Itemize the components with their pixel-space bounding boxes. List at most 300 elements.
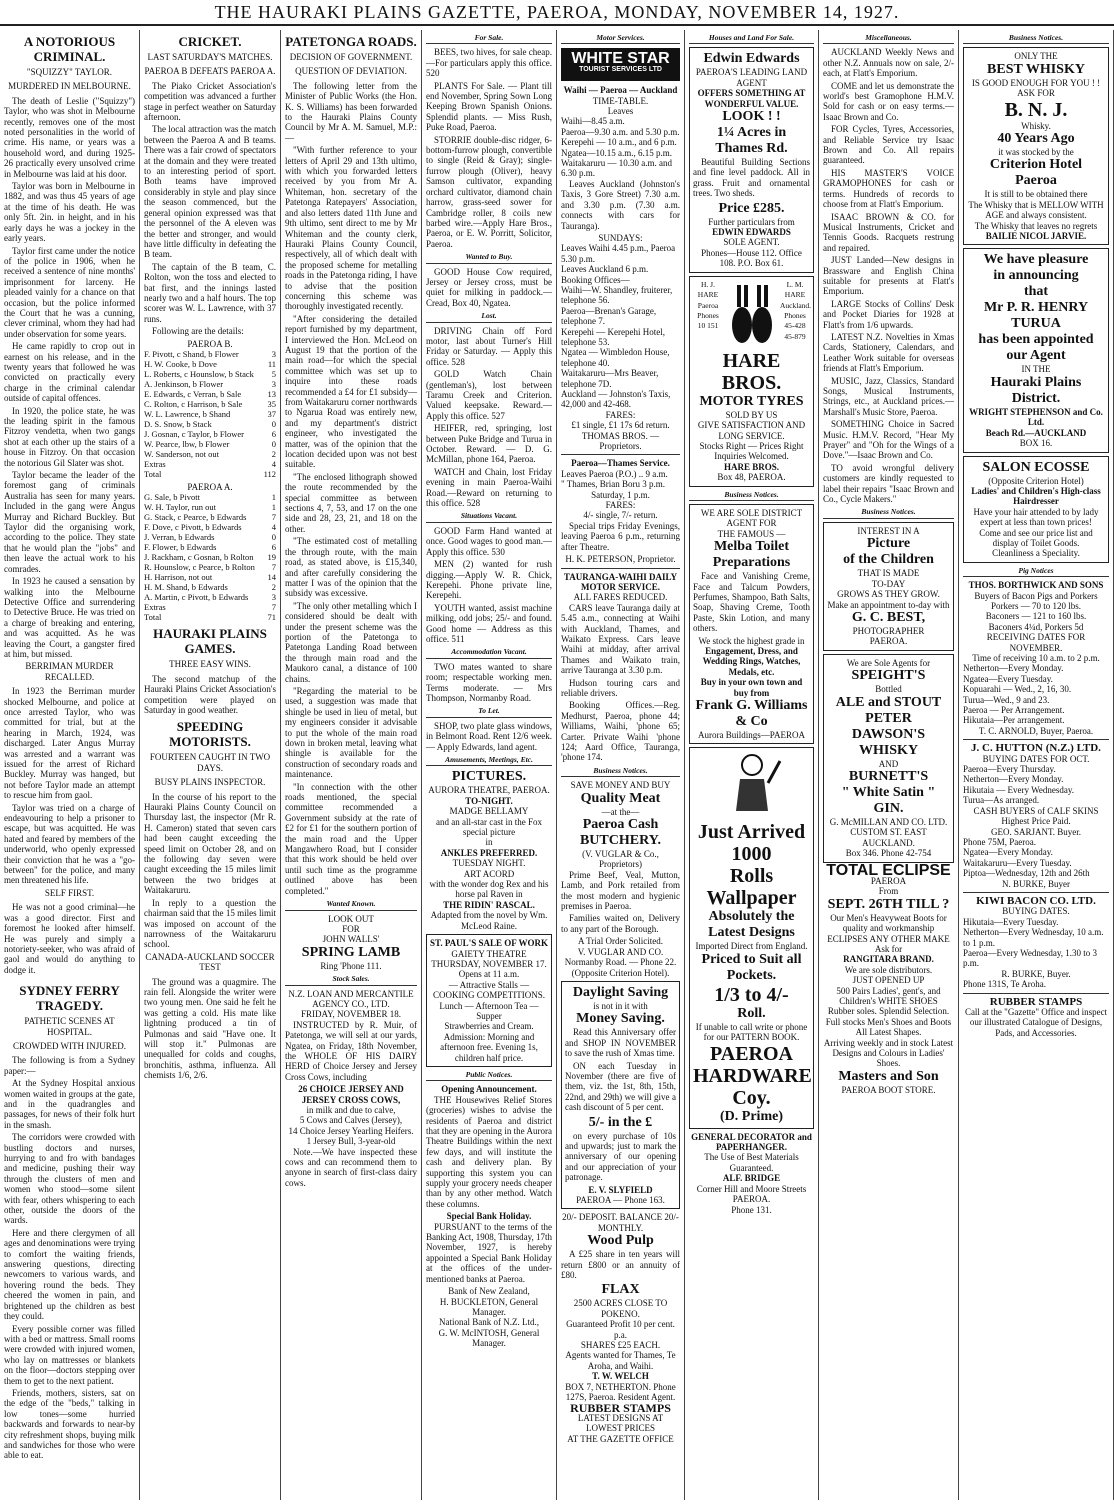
hare-line: Box 48, PAEROA. xyxy=(717,472,786,483)
photo-line: GROWS AS THEY GROW. xyxy=(837,589,940,600)
batsman-name: W. L. Lawrence, b Shand xyxy=(144,408,231,419)
pictures-line: AURORA THEATRE, PAEROA. xyxy=(428,785,550,796)
hutton-heading: J. C. HUTTON (N.Z.) LTD. xyxy=(971,742,1101,755)
score-row xyxy=(144,492,276,502)
subhead: PAEROA B DEFEATS PAEROA A. xyxy=(144,66,276,77)
speights-line: WHISKY xyxy=(858,742,919,758)
masthead: THE HAURAKI PLAINS GAZETTE, PAEROA, MONDAY, NOVEMBER 14, 1927. xyxy=(0,0,1114,26)
walls-line: FOR xyxy=(342,923,360,934)
batsman-name: G. Sale, b Pivott xyxy=(144,492,200,503)
service-text: CARS leave Tauranga daily at 5.45 a.m., connecting at Waihi with Auckland, Thames, and Waikato Express. Cars leave Waihi at midday, after arrival Thames and Waikato train, arrive Tauranga at 3.30 p.m. xyxy=(561,602,680,676)
section-label: Lost. xyxy=(426,311,552,322)
wallpaper-line: If unable to call write or phone for our PATTERN BOOK. xyxy=(695,1021,808,1043)
hare-line: MOTOR TYRES xyxy=(699,393,804,409)
batsman-runs: 6 xyxy=(271,542,276,553)
hare-line: SOLD BY US xyxy=(725,409,778,420)
ws-line: WRIGHT STEPHENSON and Co. Ltd. xyxy=(969,406,1103,428)
rubber-stamps-heading: RUBBER STAMPS xyxy=(570,1400,671,1415)
speights-line: ALE and STOUT xyxy=(835,694,942,710)
batsman-name: G. Stack, c Pearce, b Edwards xyxy=(144,512,247,523)
timetable-line: Auckland — Johnston's Taxis, 42,000 and 42-468. xyxy=(561,389,671,410)
article-paragraph: The Piako Cricket Association's competition was advanced a further stage in perfect weather on Saturday afternoon. xyxy=(144,80,276,123)
timetable-line: Leaves Auckland 6 p.m. xyxy=(561,264,649,275)
walls-line: LOOK OUT xyxy=(328,913,374,924)
games-headline: HAURAKI PLAINS GAMES. xyxy=(153,626,267,657)
williams-line: Buy in your own town and buy from xyxy=(700,677,803,698)
eclipse-line: SEPT. 26TH TILL ? xyxy=(827,896,950,912)
borthwick-line: T. C. ARNOLD, Buyer, Paeroa. xyxy=(978,725,1094,736)
scorecard-b xyxy=(144,349,276,479)
walls-ad xyxy=(285,914,417,972)
photo-line: Make an appointment to-day with xyxy=(827,599,950,610)
whisky-line: B. N. J. xyxy=(1004,98,1068,121)
borthwick-line: Porkers — 70 to 120 lbs. xyxy=(991,600,1081,611)
batsman-runs: 4 xyxy=(271,522,276,533)
butchery-line: —at the— xyxy=(601,806,640,817)
classified-ad: MEN (2) wanted for rush digging.—Apply W. R. Chick, Kerepehi. Phone private line, Kerepehi. xyxy=(426,559,552,601)
service-line: Saturday, 1 p.m. xyxy=(591,489,650,500)
eclipse-line: Masters and Son xyxy=(838,1068,939,1084)
butchery-ad xyxy=(561,780,680,870)
whisky-line: Whisky. xyxy=(1021,120,1051,131)
walls-line: JOHN WALLS' xyxy=(322,934,380,945)
score-row xyxy=(144,572,276,582)
timetable-line: Booking Offices— xyxy=(561,274,630,285)
classified-ad: STORRIE double-disc ridger, 6-bottom-furrow plough, convertible to single (Reid & Gray); single-furrow plough (Oliver), heavy Samson cultivator, expanding orchard cultivator, diamond chain harrow, grass-seed sower for Cambridge roller, 8 coils new barbed wire.—Apply Hare Bros., Paeroa, or E. W. Porritt, Solicitor, Paeroa. xyxy=(426,134,552,249)
ws-line: IN THE xyxy=(1021,364,1051,375)
batsman-runs: 5 xyxy=(271,368,276,379)
article-paragraph: Following are the details: xyxy=(152,326,244,337)
ds-line: 5/- in the £ xyxy=(588,1114,653,1130)
salon-line: (Opposite Criterion Hotel) xyxy=(988,475,1084,486)
timetable-line: THOMAS BROS. — Proprietors. xyxy=(581,430,660,452)
decorator-line: ALF. BRIDGE xyxy=(722,1173,781,1184)
pictures-ad xyxy=(426,769,552,931)
batsman-runs: 0 xyxy=(271,418,276,429)
speights-line: DAWSON'S xyxy=(851,726,926,742)
batsman-runs: 112 xyxy=(263,468,276,479)
butchery-text: Prime Beef, Veal, Mutton, Lamb, and Pork retailed from the most modern and hygienic premises in Paeroa. xyxy=(561,869,680,912)
batsman-name: W. Pearce, lbw, b Flower xyxy=(144,438,230,449)
service-text: Booking Offices.—Reg. Medhurst, Paeroa, phone 44; Williams, Waihi, 'phone 65; Carter. Private Waihi 'phone 124; Aard Office, Tauranga, 'phone 174. xyxy=(561,700,680,763)
stock-sale-line: 26 CHOICE JERSEY AND JERSEY CROSS COWS, xyxy=(298,1084,404,1105)
edwards-line: LOOK ! ! xyxy=(722,109,781,125)
ferry-headline: SYDNEY FERRY TRAGEDY. xyxy=(19,983,120,1014)
score-row xyxy=(144,552,276,562)
hutton-line: Hikutaia — Every Wednesday. xyxy=(963,784,1074,795)
classified-ad: BEES, two hives, for sale cheap. —For particulars apply this office. 520 xyxy=(426,47,552,79)
white-star-name: WHITE STAR xyxy=(571,50,670,68)
scorecard-a xyxy=(144,492,276,622)
batsman-runs: 4 xyxy=(271,458,276,469)
butchery-text: Families waited on, Delivery to any part of the Borough. xyxy=(561,913,680,934)
batsman-runs: 14 xyxy=(267,572,276,583)
subhead: BUSY PLAINS INSPECTOR. xyxy=(154,777,266,788)
kiwi-line: R. BURKE, Buyer. xyxy=(1001,968,1071,979)
batsman-name: F. Pivott, c Shand, b Flower xyxy=(144,348,239,359)
article-paragraph: Taylor was born in Melbourne in 1882, and was thus 45 years of age at the time of his death. He was only 5ft. 2in. in height, and in his early days he was a jockey in the early years. xyxy=(4,181,135,244)
timetable-line: £1 single, £1 17s 6d return. xyxy=(571,420,670,431)
speights-line: CUSTOM ST. EAST xyxy=(850,827,927,838)
borthwick-line: Buyers of Bacon Pigs and Porkers xyxy=(974,590,1098,601)
misc-ad: LARGE Stocks of Collins' Desk and Pocket Diaries for 1928 at Flatt's from 1/6 upwards. xyxy=(823,298,954,330)
batsman-runs: 7 xyxy=(271,602,276,613)
stock-sale-line: 5 Cows and Calves (Jersey), xyxy=(299,1115,403,1126)
timetable-line: Waihi—W. Shandley, fruiterer, telephone 56. xyxy=(561,284,673,306)
patetonga-headline: PATETONGA ROADS. xyxy=(285,34,417,49)
salon-line: Cleanliness a Speciality. xyxy=(992,548,1080,559)
butchery-line: SAVE MONEY AND BUY xyxy=(570,780,671,791)
edwards-line: EDWIN EDWARDS xyxy=(712,227,791,238)
classified-ad: GOOD House Cow required, Jersey or Jersey cross, must be quiet for milking in paddock.—Cread, Box 40, Ngatea. xyxy=(426,266,552,308)
subhead: PATHETIC SCENES AT HOSPITAL. xyxy=(24,1016,115,1037)
sale-line: Admission: Morning and afternoon free. Evening 1s, children half price. xyxy=(440,1031,538,1063)
rubber-stamps-line: LATEST DESIGNS AT LOWEST PRICES xyxy=(577,1412,664,1434)
score-row xyxy=(144,542,276,552)
score-row xyxy=(144,592,276,602)
article-paragraph: He came rapidly to crop out in earnest on his release, and in the twenty years that followed he was convicted on practically every charge in the criminal calendar outside of capital offences. xyxy=(4,341,135,404)
walls-line: SPRING LAMB xyxy=(301,944,401,960)
ds-line: Daylight Saving xyxy=(572,984,669,1000)
borthwick-line: Hikutaia—Per arrangement. xyxy=(963,715,1065,726)
batsman-name: A. Martin, c Pivott, b Edwards xyxy=(144,592,249,603)
borthwick-line: RECEIVING DATES FOR NOVEMBER. xyxy=(986,632,1086,653)
williams-line: WE ARE SOLE DISTRICT AGENT FOR xyxy=(700,507,803,529)
woodpulp-line: FLAX xyxy=(601,1282,640,1298)
batsman-runs: 19 xyxy=(267,552,276,563)
ws-line: in announcing xyxy=(993,268,1079,284)
score-row xyxy=(144,349,276,359)
timetable-line: Ngatea—10.15 a.m., 6.15 p.m. xyxy=(561,147,672,158)
misc-ad: COME and let us demonstrate the world's best Gramophone H.M.V. Sold for cash or on easy terms.—Isaac Brown and Co. xyxy=(823,80,954,122)
rubber-stamps-line: Call at the "Gazette" Office and inspect our illustrated Catalogue of Designs, Pads, and Accessories. xyxy=(964,1007,1108,1038)
photo-line: G. C. BEST, xyxy=(851,609,926,625)
batsman-name: W. Sanderson, not out xyxy=(144,448,220,459)
borthwick-line: Kopuarahi — Wed., 2, 16, 30. xyxy=(963,684,1072,695)
article-paragraph: Taylor was tried on a charge of endeavouring to help a prisoner to escape, but was acquitted. He was hated and feared by members of the underworld, who openly expressed their conviction that he was a "go-between" for the police, and many men threatened his life. xyxy=(4,802,135,886)
column-6 xyxy=(685,30,819,1500)
section-label: Motor Services. xyxy=(561,33,680,44)
ds-line: Money Saving. xyxy=(576,1011,665,1027)
batsman-runs: 11 xyxy=(267,358,276,369)
hutton-line: GEO. SARJANT. Buyer. xyxy=(990,826,1082,837)
tauranga-heading: TAURANGA-WAIHI DAILY MOTOR SERVICE. xyxy=(563,571,678,592)
classified-ad: WATCH and Chain, lost Friday evening in main Paeroa-Waihi Road.—Reward on returning to this office. 528 xyxy=(426,466,552,509)
subhead: SELF FIRST. xyxy=(44,887,95,898)
motorists-headline: SPEEDING MOTORISTS. xyxy=(169,719,251,750)
misc-ad: TO avoid wrongful delivery customers are kindly requested to label their repairs "Isaac Brown and Co., Cycle Makers." xyxy=(823,462,954,505)
bank-line: G. W. McINTOSH, General Manager. xyxy=(438,1327,540,1349)
whisky-line: The Whisky that is MELLOW WITH AGE and always consistent. xyxy=(968,199,1104,221)
edwards-line: SOLE AGENT. xyxy=(723,237,780,248)
batsman-name: A. Jenkinson, b Flower xyxy=(144,378,224,389)
hutton-line: Highest Price Paid. xyxy=(1001,816,1071,827)
wallpaper-line: PAEROA xyxy=(710,1042,793,1065)
score-row xyxy=(144,532,276,542)
wallpaper-line: Imported Direct from England. xyxy=(695,941,808,952)
score-row xyxy=(144,439,276,449)
williams-line: Melba Toilet Preparations xyxy=(712,539,791,571)
bnj-whisky-ad xyxy=(963,47,1109,245)
cricket-headline: CRICKET. xyxy=(178,34,242,49)
hare-brand: HARE BROS. xyxy=(721,349,782,394)
article-paragraph: In 1923 he caused a sensation by walking into the Melbourne Detective Office and surrendering to Detective Bruce. He was tried on a charge of breaking and entering, and was acquitted. As he was leaving the Court, a gangster fired at him, but missed. xyxy=(4,576,135,659)
williams-text: Face and Vanishing Creme, Face and Talcum Powders, Perfumes, Shampoo, Bath Salts, Soap, Shaving Creme, Tooth Paste, Skin Lotion, and many others. xyxy=(693,571,810,634)
batsman-name: E. Edwards, c Verran, b Sale xyxy=(144,388,242,399)
column-3 xyxy=(281,30,422,1500)
kiwi-bacon-heading: KIWI BACON CO. LTD. xyxy=(976,894,1096,907)
bank-heading: Special Bank Holiday. xyxy=(446,1211,532,1222)
speights-line: G. McMILLAN AND CO. LTD. xyxy=(829,816,948,827)
speights-line: AND xyxy=(878,758,899,769)
wallpaper-line: (D. Prime) xyxy=(720,1108,783,1124)
batsman-runs: 71 xyxy=(267,612,276,623)
speights-line: SPEIGHT'S xyxy=(851,668,926,684)
batsman-runs: 13 xyxy=(267,388,276,399)
whisky-line: BAILIE NICOL JARVIE. xyxy=(985,231,1087,242)
woodpulp-line: T. W. WELCH xyxy=(592,1371,649,1382)
edwards-text: Beautiful Building Sections and fine level paddock. All in grass. Fruit and ornamental trees. Two sheds. xyxy=(693,157,810,199)
section-label: Business Notices. xyxy=(963,33,1109,44)
ws-line: Hauraki Plains District. xyxy=(990,374,1082,406)
batsman-runs: 6 xyxy=(271,428,276,439)
batsman-name: J. Rackham, c Gosnan, b Rolton xyxy=(144,552,254,563)
borthwick-line: Baconers 4¼d, Porkers 5d xyxy=(988,621,1084,632)
hare-line: HARE BROS. xyxy=(723,461,779,472)
pictures-line: TUESDAY NIGHT. xyxy=(452,858,526,869)
eclipse-line: PAEROA BOOT STORE. xyxy=(841,1084,936,1095)
article-paragraph: "The estimated cost of metalling the through route, with the main road, as stated above, is £15,340, and after carefully considering the matter I was of the opinion that the subsidy was excessive. xyxy=(285,536,417,599)
whisky-line: it was stocked by the xyxy=(998,147,1074,158)
wallpaper-line: Wallpaper xyxy=(706,887,797,910)
eclipse-line: We are sole distributors. xyxy=(844,964,933,975)
misc-ad: JUST Landed—New designs in Brassware and English China suitable for presents at Flatt's Emporium. xyxy=(823,255,954,297)
walls-line: Ring 'Phone 111. xyxy=(320,960,382,971)
section-label: Pig Notices xyxy=(963,566,1109,577)
sale-line: Lunch — Afternoon Tea — Supper xyxy=(439,1000,539,1021)
speights-line: PETER xyxy=(865,710,912,726)
photographer-ad xyxy=(823,522,954,651)
pictures-line: MADGE BELLAMY xyxy=(449,806,529,817)
subhead: THREE EASY WINS. xyxy=(169,659,251,670)
woodpulp-line: Wood Pulp xyxy=(587,1233,654,1249)
classified-ad: TWO mates wanted to share room; respectable working men. Terms moderate. — Mrs Thompson, Normanby Road. xyxy=(426,661,552,703)
subhead: DECISION OF GOVERNMENT. xyxy=(289,52,413,62)
column-5 xyxy=(557,30,685,1500)
timetable-line: Waihi—8.45 a.m. xyxy=(561,116,625,127)
hutton-line: BUYING DATES FOR OCT. xyxy=(982,753,1090,764)
eclipse-line: JUST OPENED UP xyxy=(852,975,925,986)
white-star-sub: TOURIST SERVICES LTD xyxy=(579,65,662,73)
column-2 xyxy=(140,30,281,1500)
batsman-name: C. Rolton, c Harrison, b Sale xyxy=(144,398,243,409)
score-row xyxy=(144,409,276,419)
bank-line: H. BUCKLETON, General Manager. xyxy=(439,1296,539,1317)
batsman-name: Total xyxy=(144,612,162,623)
timetable-line: Leaves xyxy=(607,106,634,117)
article-paragraph: The captain of the B team, C. Rolton, won the toss and elected to bat first, and the innings lasted nearly two and a half hours. The top scorer was W. L. Lawrence, with 37 runs. xyxy=(144,261,276,324)
whisky-line: It is still to be obtained there xyxy=(984,189,1088,200)
wallpaper-line: Coy. xyxy=(732,1086,771,1109)
hare-line: Inquiries Welcomed. xyxy=(714,451,789,462)
route-line: Waihi — Paeroa — Auckland xyxy=(563,85,678,96)
timetable-heading: TIME-TABLE. xyxy=(592,95,649,106)
article-paragraph: In the course of his report to the Hauraki Plains County Council on Thursday last, the inspector (Mr R. H. Cameron) stated that seven cars had been caught exceeding the speed limit on October 28, and on the following day seven were caught exceeding the 15 miles limit between the two bridges at Waitakaruru. xyxy=(144,791,276,896)
timetable-line: Leaves Waihi 4.45 p.m., Paeroa 5.30 p.m. xyxy=(561,243,676,264)
bank-line: National Bank of N.Z. Ltd., xyxy=(439,1317,539,1328)
subhead: CANADA-AUCKLAND SOCCER TEST xyxy=(145,951,275,973)
article-paragraph: The corridors were crowded with bustling doctors and nurses, hurrying to and fro with bandages and medicine, pushing their way through the clusters of men and women who stood—some silent with fear, others whispering to each other, outside the doors of the wards. xyxy=(4,1132,135,1226)
ds-text: ON each Tuesday in November (there are five of them, viz. the 1st, 8th, 15th, 22nd, and 29th) we will give a cash discount of 5 per cent. xyxy=(565,1060,676,1113)
batsman-name: H. W. Cooke, b Dove xyxy=(144,358,217,369)
edwards-line: Phones—House 112. Office 108. P.O. Box 61. xyxy=(701,247,802,269)
batsman-runs: 3 xyxy=(271,378,276,389)
timetable-line: Waitakaruru—Mrs Beaver, telephone 7D. xyxy=(561,368,659,389)
pictures-line: with the wonder dog Rex and his horse pal Raven in xyxy=(429,879,549,900)
borthwick-line: THOS. BORTHWICK AND SONS xyxy=(968,580,1104,591)
wright-stephenson-ad xyxy=(963,248,1109,452)
sale-line: COOKING COMPETITIONS. xyxy=(433,990,545,1001)
williams-line: Engagement, Dress, and Wedding Rings, Watches, Medals, etc. xyxy=(702,646,801,677)
photo-line: TO-DAY xyxy=(871,578,906,589)
batsman-name: R. Hounslow, c Pearce, b Rolton xyxy=(144,562,255,573)
section-label: Business Notices. xyxy=(561,766,680,777)
article-paragraph: The following letter from the Minister of Public Works (the Hon. K. S. Williams) has been forwarded to the Hauraki Plains County Council by Mr A. M. Samuel, M.P.:— xyxy=(285,80,417,143)
batsman-name: J. Gosnan, c Taylor, b Flower xyxy=(144,428,244,439)
score-row xyxy=(144,419,276,429)
section-label: Wanted to Buy. xyxy=(426,252,552,263)
borthwick-line: Ngatea—Every Tuesday. xyxy=(963,673,1053,684)
misc-ad: AUCKLAND Weekly News and other N.Z. Annuals now on sale, 2/- each, at Flatt's Emporium. xyxy=(823,47,954,79)
hutton-line: CASH BUYERS of CALF SKINS xyxy=(973,805,1099,816)
rubber-stamps-heading: RUBBER STAMPS xyxy=(989,995,1083,1008)
batsman-runs: 3 xyxy=(271,348,276,359)
section-label: Accommodation Vacant. xyxy=(426,647,552,658)
article-paragraph: In 1920, the police state, he was the leading spirit in the famous Fitzroy vendetta, when two gangs shot at each other up the stairs of a house in Fitzroy. On that occasion the notorious Gil Slater was shot. xyxy=(4,405,135,468)
photo-line: THAT IS MADE xyxy=(857,568,920,579)
bank-line: Bank of New Zealand, xyxy=(448,1286,530,1297)
article-paragraph: In reply to a question the chairman said that the 15 miles limit was imposed on account of the narrowness of the Waitakaruru school. xyxy=(144,897,276,950)
batsman-name: Extras xyxy=(144,602,166,613)
salon-line: Have your hair attended to by lady expert at less than town prices! xyxy=(973,506,1099,528)
batsman-name: J. Verran, b Edwards xyxy=(144,532,215,543)
column-1 xyxy=(0,30,140,1500)
batsman-name: F. Dove, c Pivott, b Edwards xyxy=(144,522,242,533)
borthwick-line: Netherton—Every Monday. xyxy=(963,663,1064,674)
whisky-line: 40 Years Ago xyxy=(997,131,1075,147)
speights-line: Bottled xyxy=(875,684,902,695)
wallpaper-line: 1000 xyxy=(731,843,772,866)
eclipse-line: 500 Pairs Ladies', gent's, and Children's WHITE SHOES xyxy=(836,985,941,1007)
decorator-line: The Use of Best Materials Guaranteed. xyxy=(704,1152,799,1173)
article-paragraph: The following is from a Sydney paper:— xyxy=(4,1055,135,1076)
wallpaper-line: 1/3 to 4/- xyxy=(714,983,789,1006)
eclipse-line: From xyxy=(878,886,899,897)
hare-left-contact: H. J. HARE Paeroa Phones 10 151 xyxy=(697,279,719,331)
service-line: 4/- single, 7/- return. xyxy=(583,510,658,521)
article-paragraph: In 1923 the Berriman murder shocked Melbourne, and police at once arrested Taylor, who was committed for trial, but at the hearing in March, 1924, was discharged. Later Angus Murray was arrested and a warrant was issued for the arrest of Richard Buckley. Murray was hanged, but not before Taylor made an attempt to rescue him from gaol. xyxy=(4,686,135,801)
timetable-line: FARES: xyxy=(605,409,636,420)
criminal-subhead-2: MURDERED IN MELBOURNE. xyxy=(8,81,131,92)
whisky-line: Paeroa xyxy=(1015,173,1057,189)
speights-line: Box 346. Phone 42-754 xyxy=(845,848,932,859)
ws-line: has been appointed our Agent xyxy=(978,332,1094,364)
kiwi-line: Paeroa—Every Wednesday, 1.30 to 3 p.m. xyxy=(963,947,1097,969)
score-row xyxy=(144,359,276,369)
score-row xyxy=(144,459,276,469)
photo-line: PAEROA. xyxy=(869,636,908,647)
woodpulp-line: SHARES £25 EACH. xyxy=(580,1340,661,1351)
decorator-line: GENERAL DECORATOR and PAPERHANGER. xyxy=(691,1131,812,1153)
misc-ad: MUSIC, Jazz, Classics, Standard Songs, Musical Instruments, Strings, etc., at Auckland prices.—Marshall's Music Store, Paeroa. xyxy=(823,375,954,417)
salon-line: SALON ECOSSE xyxy=(982,459,1090,475)
team-heading: PAEROA B. xyxy=(187,338,233,349)
ds-line: E. V. SLYFIELD xyxy=(588,1184,653,1195)
hare-right-contact: L. M. HARE Auckland. Phones 45-428 45-879 xyxy=(780,279,812,341)
article-paragraph: "In connection with the other roads mentioned, the special committee recommended a Government subsidy at the rate of £2 for £1 for the southern portion of the main road and the Upper Mangawhero Road, but I consider that this work should be held over until such time as the programme outlined above has been completed." xyxy=(285,781,417,896)
article-paragraph: "Regarding the material to be used, a suggestion was made that shingle be used in lieu of metal, but my engineers consider it advisable to put the whole of the main road down in broken metal, leaving what shingle is available for the construction of secondary roads and maintenance. xyxy=(285,685,417,780)
score-row xyxy=(144,429,276,439)
hutton-line: Phone 75M, Paeroa. xyxy=(963,836,1036,847)
team-heading: PAEROA A. xyxy=(187,481,233,492)
white-star-logo xyxy=(561,48,680,81)
batsman-runs: 35 xyxy=(267,398,276,409)
article-paragraph: "With further reference to your letters of April 29 and 13th ultimo, with which you forwarded letters received by you from Mr A. Whiteman, hon. secretary of the Patetonga Ratepayers' Association, and also letters dated 11th June and 9th ultimo, sent direct to me by Mr Whiteman and the county clerk, Hauraki Plains County Council, respectively, all of which dealt with the proposed scheme for metalling roads in the Patetonga riding, I have to advise that the position concerning this scheme was thoroughly investigated recently. xyxy=(285,145,417,312)
batsman-name: L. Roberts, c Hounslow, b Stack xyxy=(144,368,254,379)
batsman-runs: 0 xyxy=(271,532,276,543)
batsman-runs: 1 xyxy=(271,502,276,513)
hare-bros-ad xyxy=(689,276,814,487)
sale-of-work-ad xyxy=(426,934,552,1067)
eclipse-line: Rubber soles. Splendid Selection. xyxy=(827,1006,950,1017)
thames-service-heading: Paeroa—Thames Service. xyxy=(571,458,670,469)
misc-ad: HIS MASTER'S VOICE GRAMOPHONES for cash or terms. Hundreds of records to choose from at Flatt's Emporium. xyxy=(823,167,954,210)
timetable-line: SUNDAYS: xyxy=(598,232,643,243)
butchery-line: V. VUGLAR AND CO. xyxy=(577,946,664,957)
pictures-line: Adapted from the novel by Wm. McLeod Raine. xyxy=(430,910,548,931)
salon-line: Come and see our price list and display of Toilet Goods. xyxy=(979,527,1093,548)
rubber-stamps-line: AT THE GAZETTE OFFICE xyxy=(567,1433,674,1444)
speights-line: " White Satin " xyxy=(841,784,936,800)
decorator-figure-icon xyxy=(722,751,782,821)
pictures-line: ANKLES PREFERRED. xyxy=(440,847,538,858)
stock-sale-heading: N.Z. LOAN AND MERCANTILE AGENCY CO., LTD. xyxy=(288,988,414,1009)
ws-line: We have pleasure xyxy=(983,252,1089,268)
decorator-line: Phone 131. xyxy=(731,1204,772,1215)
section-label: Situations Vacant. xyxy=(426,511,552,522)
decorator-line: Corner Hill and Moore Streets PAEROA. xyxy=(696,1183,807,1205)
wallpaper-line: HARDWARE xyxy=(693,1064,812,1087)
classified-ad: PLANTS For Sale. — Plant till end November, Spring Sown Long Keeping Brown Spanish Onions. Splendid plants. — Miss Rush, Puke Road, Paeroa. xyxy=(426,80,552,133)
daylight-saving-ad xyxy=(561,981,680,1210)
score-row xyxy=(144,379,276,389)
kiwi-line: Netherton—Every Wednesday, 10 a.m. to 1 p.m. xyxy=(963,927,1104,948)
section-label: Houses and Land For Sale. xyxy=(689,33,814,44)
sale-line: Opens at 11 a.m. xyxy=(458,969,520,980)
section-label: Public Notices. xyxy=(426,1070,552,1081)
article-paragraph: Here and there clergymen of all ages and denominations were trying to comfort the waiting friends, answering questions, directing newcomers to various wards, and hovering round the beds. They cheered the women in pain, and brightened up the children as best they could. xyxy=(4,1227,135,1322)
stock-sale-line: 1 Jersey Bull, 3-year-old xyxy=(306,1136,396,1147)
section-label: Business Notices. xyxy=(823,507,954,518)
kiwi-line: Phone 131S, Te Aroha. xyxy=(963,979,1046,990)
article-paragraph: "The only other metalling which I considered should be dealt with under the present scheme was the portion of the Patetonga to Patetonga Landing Road between the through main road and the Maukoro canal, a distance of 100 chains. xyxy=(285,600,417,684)
service-line: FARES: xyxy=(605,500,636,511)
sale-line: Strawberries and Cream. xyxy=(444,1021,534,1032)
photo-line: INTEREST IN A xyxy=(857,525,920,536)
batsman-runs: 37 xyxy=(267,408,276,419)
section-label: Wanted Known. xyxy=(285,899,417,910)
sale-line: GAIETY THEATRE xyxy=(451,948,527,959)
